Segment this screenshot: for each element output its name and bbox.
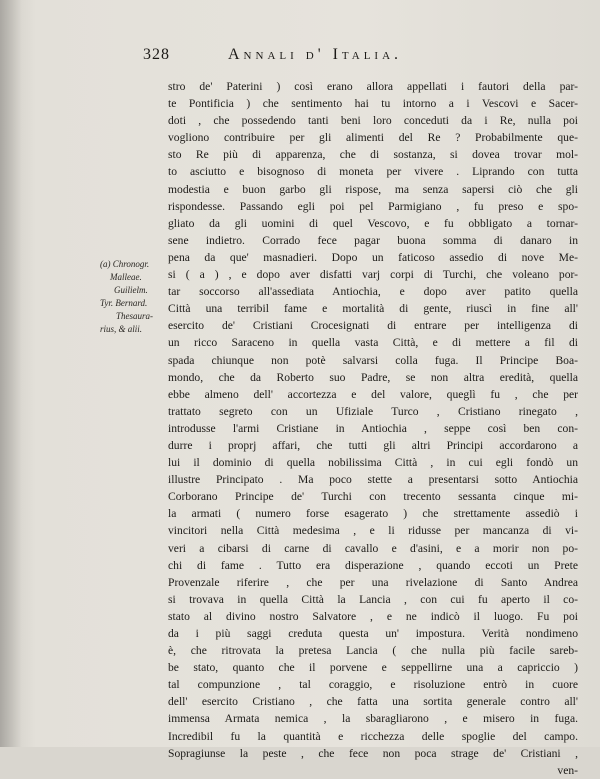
text-line: to asciutto e bisognoso di moneta per vivere . Liprando con tutta [168,165,578,179]
text-line: sene indietro. Corrado fece pagar buona somma di danaro in [168,233,578,247]
text-line: esercito de' Cristiani Crocesignati di entrare per intelligenza di [168,319,578,333]
text-line: mondo, che da Roberto suo Padre, se non altra eredità, quella [168,370,578,384]
text-line: la armati ( numero forse esagerato ) che strettamente assediò i [168,507,578,521]
text-line: un ricco Saraceno in quella vasta Città, e di mettere a fil di [168,336,578,350]
text-line: dell' esercito Cristiano , che fatta una sortita generale contro all' [168,695,578,709]
margin-note-line: Thesaura- [116,311,154,321]
text-line: vogliono contribuire per gli alimenti del Re ? Probabilmente que- [168,131,578,145]
margin-note [100,258,164,336]
margin-note-line: Tyr. Bernard. [100,298,148,308]
text-line: veri a cibarsi di carne di cavallo e d'asini, e a morir non po- [168,541,578,555]
page-number: 328 [143,46,170,63]
margin-note-line: (a) Chronogr. [100,259,150,269]
text-line: lui il dominio di quella nobilissima Città , in cui egli fondò un [168,456,578,470]
text-line: rispondesse. Passando egli poi pel Parmigiano , fu preso e spo- [168,199,578,213]
running-head [143,46,583,66]
margin-note-line: Guilielm. [114,285,148,295]
gutter-shadow [0,0,22,747]
text-line: sto Re più di apparenza, che di sostanza, si dovea trovar mol- [168,148,578,162]
body-text [168,78,578,779]
text-line: stato al divino nostro Salvatore , e ne indicò il luogo. Fu poi [168,609,578,623]
text-line: vincitori nella Città medesima , e li ridusse per mancanza di vi- [168,524,578,538]
text-line: da i più saggi creduta questa un' impostura. Verità nondimeno [168,627,578,640]
text-line: chi di fame . Tutto era disperazione , quando eccoti un Prete [168,558,578,572]
text-line: tar soccorso all'assediata Antiochia, e dopo aver patito quella [168,285,578,299]
text-line: modestia e buon garbo gli rispose, ma senza sapersi ciò che gli [168,182,578,196]
margin-note-line: rius, & alii. [100,324,143,334]
text-line: be stato, quanto che il porvene e seppellirne una a capriccio ) [168,661,578,675]
text-line: introdusse l'armi Cristiane in Antiochia , seppe così ben con- [168,421,578,435]
text-line: Provenzale riferire , che per una rivelazione di Santo Andrea [168,575,578,589]
text-line: te Pontificia ) che sentimento hai tu intorno a i Vescovi e Sacer- [168,97,578,111]
running-title: Annali d' Italia. [228,46,403,63]
text-line: si trovava in quella Città la Lancia , con cui fu aperto il co- [168,592,578,606]
text-line: ebbe almeno dell' accortezza e del valore, queglì fu , che per [168,387,578,401]
text-line: Corborano Principe de' Turchi con trecento sessanta cinque mi- [168,490,578,504]
text-line: immensa Armata nemica , la sbaragliarono , e misero in fuga. [168,712,578,726]
margin-note-line: Malleae. [110,272,142,282]
text-line: tal compunzione , tal coraggio, e risoluzione entrò in cuore [168,678,578,692]
text-line: trattato segreto con un Ufiziale Turco , Cristiano rinegato , [168,404,578,418]
text-line: Sopragiunse la peste , che fece non poca strage de' Cristiani , [168,746,578,760]
text-line: doti , che possedendo tanti beni loro conceduti da i Re, nulla poi [168,114,578,128]
text-line: stro de' Paterini ) così erano allora appellati i fautori della par- [168,80,578,93]
text-line: illustre Principato . Ma poco stette a presentarsi sotto Antiochia [168,473,578,487]
text-line: durre i proprj affari, che tutti gli altri Principi accordarono a [168,438,578,452]
text-line: ven- [557,763,578,777]
text-line: Incredibil fu la quantità e ricchezza delle spoglie del campo. [168,729,578,743]
text-line: gliato da gli uomini di quel Vescovo, e fu obbligato a tornar- [168,216,578,230]
text-line: Città una terribil fame e mortalità di gente, riuscì in fine all' [168,302,578,316]
text-line: spada chiunque non potè salvarsi colla fuga. Il Principe Boa- [168,353,578,367]
text-line: è, che ritrovata la pretesa Lancia ( che nulla più facile sareb- [168,644,578,658]
text-line: pena da que' masnadieri. Dopo un faticoso assedio di nove Me- [168,250,578,264]
text-line: si ( a ) , e dopo aver disfatti varj corpi di Turchi, che voleano por- [168,268,578,282]
